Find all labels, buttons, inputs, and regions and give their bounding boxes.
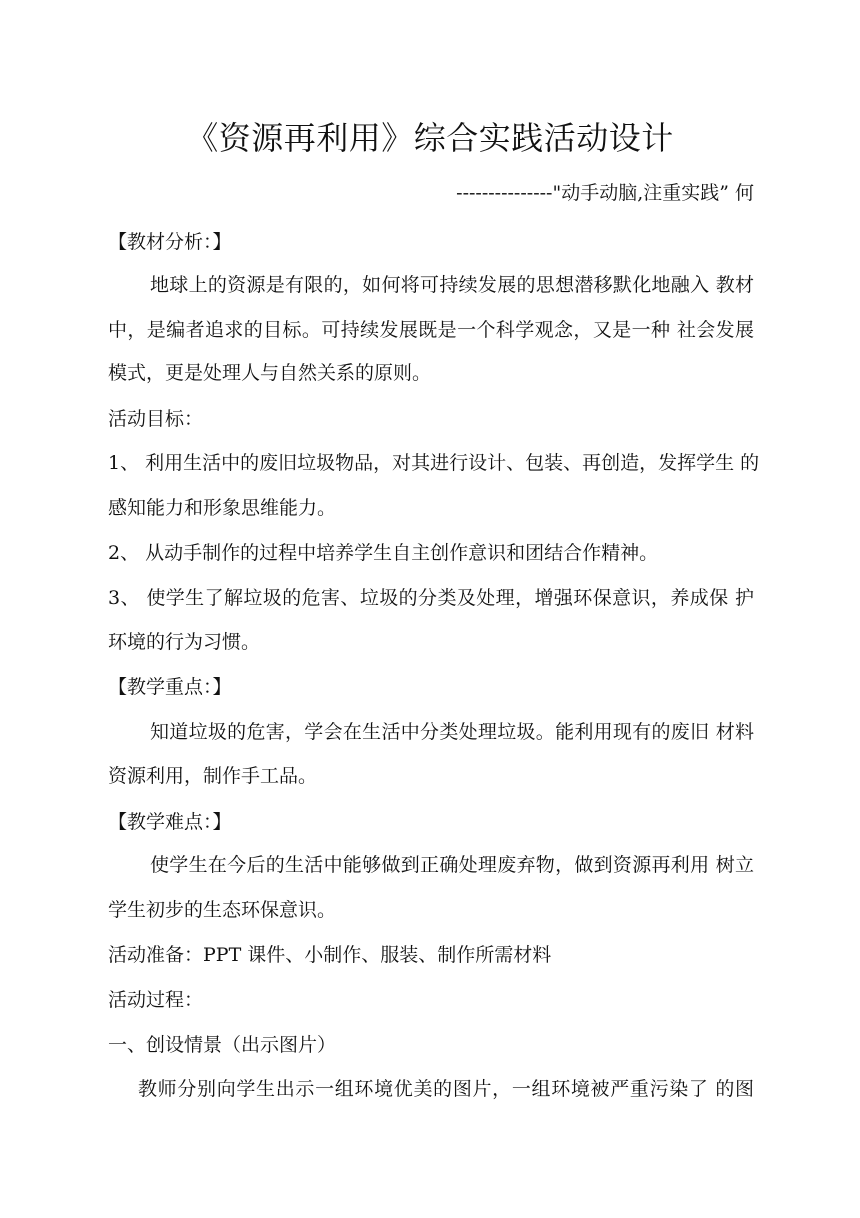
paragraph-line: 模式，更是处理人与自然关系的原则。 [108,362,432,384]
list-item-line: 1、 利用生活中的废旧垃圾物品，对其进行设计、包装、再创造，发挥学生 的 [108,452,760,474]
section-heading-scenario: 一、创设情景（出示图片） [108,1034,337,1056]
paragraph-line: 地球上的资源是有限的，如何将可持续发展的思想潜移默化地融入 教材 [150,274,754,296]
document-subtitle: ---------------"动手动脑,注重实践” 何 [456,182,754,204]
paragraph-line: 使学生在今后的生活中能够做到正确处理废弃物，做到资源再利用 树立 [150,854,754,876]
activity-preparation: 活动准备：PPT 课件、小制作、服装、制作所需材料 [108,944,552,966]
paragraph-line: 教师分别向学生出示一组环境优美的图片，一组环境被严重污染了 的图 [138,1078,754,1100]
paragraph-line: 资源利用，制作手工品。 [108,765,318,787]
list-item-line: 3、 使学生了解垃圾的危害、垃圾的分类及处理，增强环保意识，养成保 护 [108,587,754,609]
list-item-line: 感知能力和形象思维能力。 [108,497,337,519]
heading-activity-goals: 活动目标： [108,408,204,430]
paragraph-line: 知道垃圾的危害，学会在生活中分类处理垃圾。能利用现有的废旧 材料 [150,721,754,743]
heading-teaching-difficulty: 【教学难点：】 [108,811,232,833]
heading-activity-process: 活动过程： [108,989,204,1011]
list-item-line: 2、 从动手制作的过程中培养学生自主创作意识和团结合作精神。 [108,542,659,564]
list-item-line: 环境的行为习惯。 [108,631,261,653]
paragraph-line: 学生初步的生态环保意识。 [108,899,337,921]
paragraph-line: 中，是编者追求的目标。可持续发展既是一个科学观念，又是一种 社会发展 [108,319,754,341]
heading-textbook-analysis: 【教材分析：】 [108,231,232,253]
document-title: 《资源再利用》综合实践活动设计 [186,119,674,157]
heading-teaching-focus: 【教学重点：】 [108,676,232,698]
